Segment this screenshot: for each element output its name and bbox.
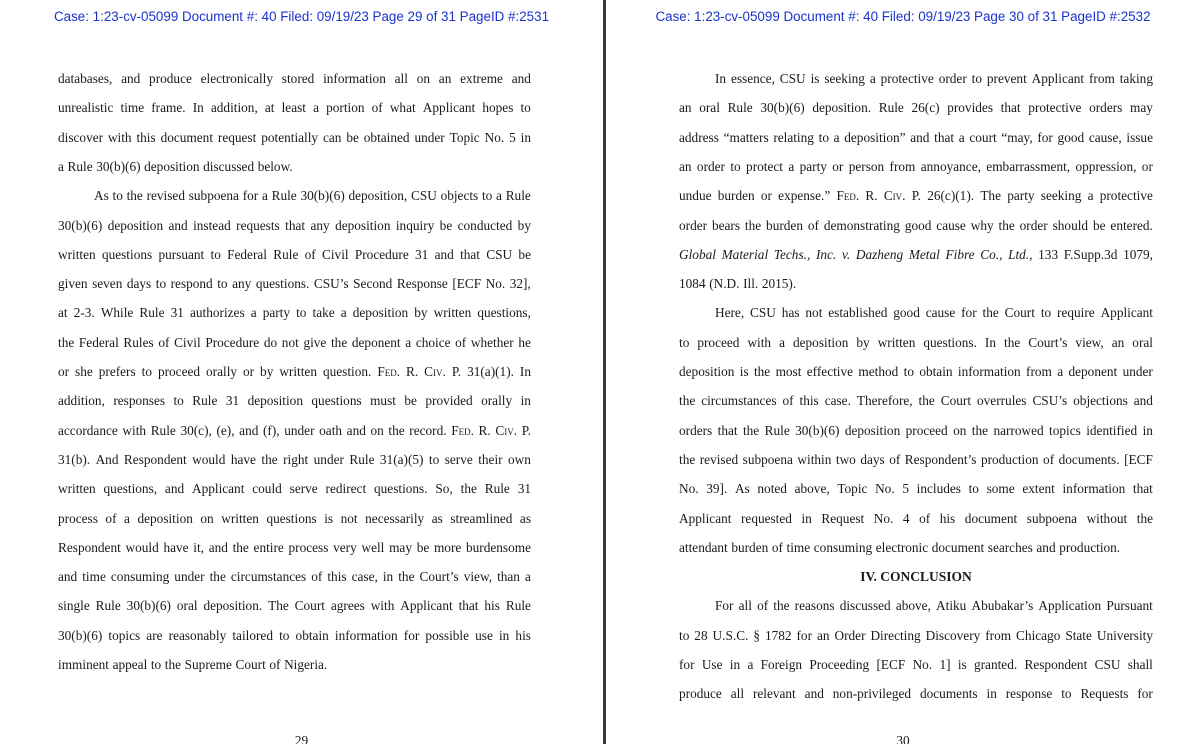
text-line: For all of the reasons discussed above, Atiku Abubakar’s Application Pursuant	[715, 598, 1153, 614]
text-line: written questions pursuant to Federal Rule of Civil Procedure 31 and that CSU be	[58, 246, 531, 262]
text-line: the Federal Rules of Civil Procedure do not give the deponent a choice of whether he	[58, 334, 531, 350]
text-line: an order to protect a party or person from annoyance, embarrassment, oppression, or	[679, 158, 1153, 174]
text-line: undue burden or expense.” Fed. R. Civ. P. 26(c)(1). The party seeking a protective	[679, 188, 1153, 204]
document-page-30	[606, 0, 1200, 744]
section-heading: IV. CONCLUSION	[860, 569, 972, 585]
text-line: and time consuming under the circumstances of this case, in the Court’s view, than a	[58, 569, 531, 585]
text-line: an oral Rule 30(b)(6) deposition. Rule 26(c) provides that protective orders may	[679, 100, 1153, 116]
text-line: orders that the Rule 30(b)(6) deposition proceed on the narrowed topics identified in	[679, 422, 1153, 438]
text-line: discover with this document request potentially can be obtained under Topic No. 5 in	[58, 129, 531, 145]
text-line: unrealistic time frame. In addition, at least a portion of what Applicant hopes to	[58, 100, 531, 116]
text-line: addition, responses to Rule 31 deposition questions must be provided orally in	[58, 393, 531, 409]
text-line: deposition is the most effective method to obtain information from a deponent under	[679, 364, 1153, 379]
text-line: imminent appeal to the Supreme Court of Nigeria.	[58, 657, 328, 672]
text-line: No. 39]. As noted above, Topic No. 5 includes to some extent information that	[679, 481, 1153, 497]
case-header: Case: 1:23-cv-05099 Document #: 40 Filed: 09/19/23 Page 30 of 31 PageID #:2532	[655, 9, 1151, 24]
page-number: 29	[294, 733, 309, 744]
text-line: the circumstances of this case. Therefore, the Court overrules CSU’s objections and	[679, 393, 1153, 409]
text-line: given seven days to respond to any questions. CSU’s Second Response [ECF No. 32],	[58, 276, 531, 292]
text-line: the revised subpoena within two days of Respondent’s production of documents. [ECF	[679, 451, 1153, 467]
text-line: at 2-3. While Rule 31 authorizes a party to take a deposition by written questions,	[58, 305, 531, 321]
case-header: Case: 1:23-cv-05099 Document #: 40 Filed: 09/19/23 Page 29 of 31 PageID #:2531	[53, 9, 550, 24]
text-line: 30(b)(6) topics are reasonably tailored to obtain information for possible use in his	[58, 627, 531, 643]
text-line: 30(b)(6) deposition and instead requests that any deposition inquiry be conducted by	[58, 217, 531, 233]
text-line: Applicant requested in Request No. 4 of his document subpoena without the	[679, 510, 1153, 526]
text-line: accordance with Rule 30(c), (e), and (f), under oath and on the record. Fed. R. Civ. P.	[58, 422, 531, 438]
text-line: databases, and produce electronically stored information all on an extreme and	[58, 71, 531, 86]
text-line: 1084 (N.D. Ill. 2015).	[679, 276, 797, 292]
text-line: 31(b). And Respondent would have the right under Rule 31(a)(5) to serve their own	[58, 451, 531, 467]
text-line: for Use in a Foreign Proceeding [ECF No. 1] is granted. Respondent CSU shall	[679, 657, 1153, 672]
text-line: written questions, and Applicant could serve redirect questions. So, the Rule 31	[58, 481, 531, 497]
text-line: process of a deposition on written questions is not necessarily as streamlined as	[58, 510, 531, 526]
text-line: to proceed with a deposition by written questions. In the Court’s view, an oral	[679, 334, 1153, 350]
text-line: produce all relevant and non-privileged documents in response to Requests for	[679, 686, 1153, 702]
text-line: Here, CSU has not established good cause for the Court to require Applicant	[715, 305, 1153, 321]
text-line: Respondent would have it, and the entire process very well may be more burdensome	[58, 539, 531, 555]
text-line: As to the revised subpoena for a Rule 30(b)(6) deposition, CSU objects to a Rule	[94, 188, 531, 204]
text-line: single Rule 30(b)(6) oral deposition. The Court agrees with Applicant that his Rule	[58, 598, 531, 614]
text-line: or she prefers to proceed orally or by written question. Fed. R. Civ. P. 31(a)(1). In	[58, 364, 531, 379]
text-line: a Rule 30(b)(6) deposition discussed below.	[58, 158, 293, 174]
text-line: In essence, CSU is seeking a protective order to prevent Applicant from taking	[715, 71, 1153, 86]
text-line: to 28 U.S.C. § 1782 for an Order Directing Discovery from Chicago State University	[679, 627, 1153, 643]
text-line: order bears the burden of demonstrating good cause why the order should be entered.	[679, 217, 1153, 233]
text-line: address “matters relating to a deposition” and that a court “may, for good cause, issue	[679, 129, 1153, 145]
page-number: 30	[896, 733, 910, 744]
text-line: Global Material Techs., Inc. v. Dazheng Metal Fibre Co., Ltd., 133 F.Supp.3d 1079,	[679, 246, 1153, 262]
text-line: attendant burden of time consuming electronic document searches and production.	[679, 539, 1121, 555]
